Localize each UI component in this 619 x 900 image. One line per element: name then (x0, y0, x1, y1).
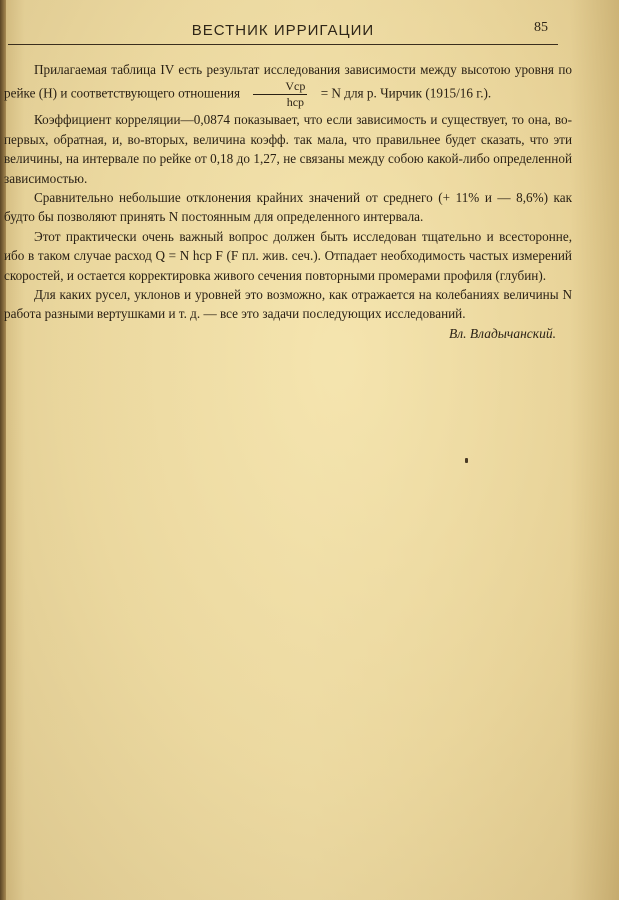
fraction-denominator: hср (286, 95, 305, 110)
paragraph-3: Сравнительно небольшие отклонения крайних значений от среднего (+ 11% и — 8,6%) как будто бы позволяют принять N постоянным для определенного интервала. (4, 190, 572, 225)
paragraph-1 (4, 60, 572, 110)
paragraph-1-text-b: = N для р. Чирчик (1915/16 г.). (320, 85, 492, 101)
paragraph-1-text-a: Прилагаемая таблица IV есть результат исследования зависимости между высотою уровня по рейке (Н) и соответствующего отношения (4, 62, 572, 101)
paragraph-4: Этот практически очень важный вопрос должен быть исследован тщательно и всесторонне, ибо в таком случае расход Q = N hср F (F пл. жив. сеч.). Отпадает необходимость частых измерений скоростей, и остается корректировка живого сечения повторными промерами профиля (глубин). (4, 228, 572, 283)
fraction-numerator: Vср (253, 79, 307, 95)
page-header (8, 22, 558, 45)
page-number: 85 (534, 20, 548, 35)
paper-speck (465, 458, 468, 463)
author-signature: Вл. Владычанский. (449, 325, 556, 341)
ratio-fraction (253, 79, 307, 110)
article-body (4, 60, 572, 343)
paragraph-2: Коэффициент корреляции—0,0874 показывает, что если зависимость и существует, то она, во-первых, обратная, и, во-вторых, величина коэфф. так мала, что правильнее будет сказать, что эти величины, на интервале по рейке от 0,18 до 1,27, не связаны между собою какой-либо определенной зависимостью. (4, 112, 572, 186)
paragraph-5: Для каких русел, уклонов и уровней это возможно, как отражается на колебаниях величины N работа разными вертушками и т. д. — все это задачи последующих исследований. (4, 287, 572, 322)
running-title: ВЕСТНИК ИРРИГАЦИИ (191, 22, 375, 39)
